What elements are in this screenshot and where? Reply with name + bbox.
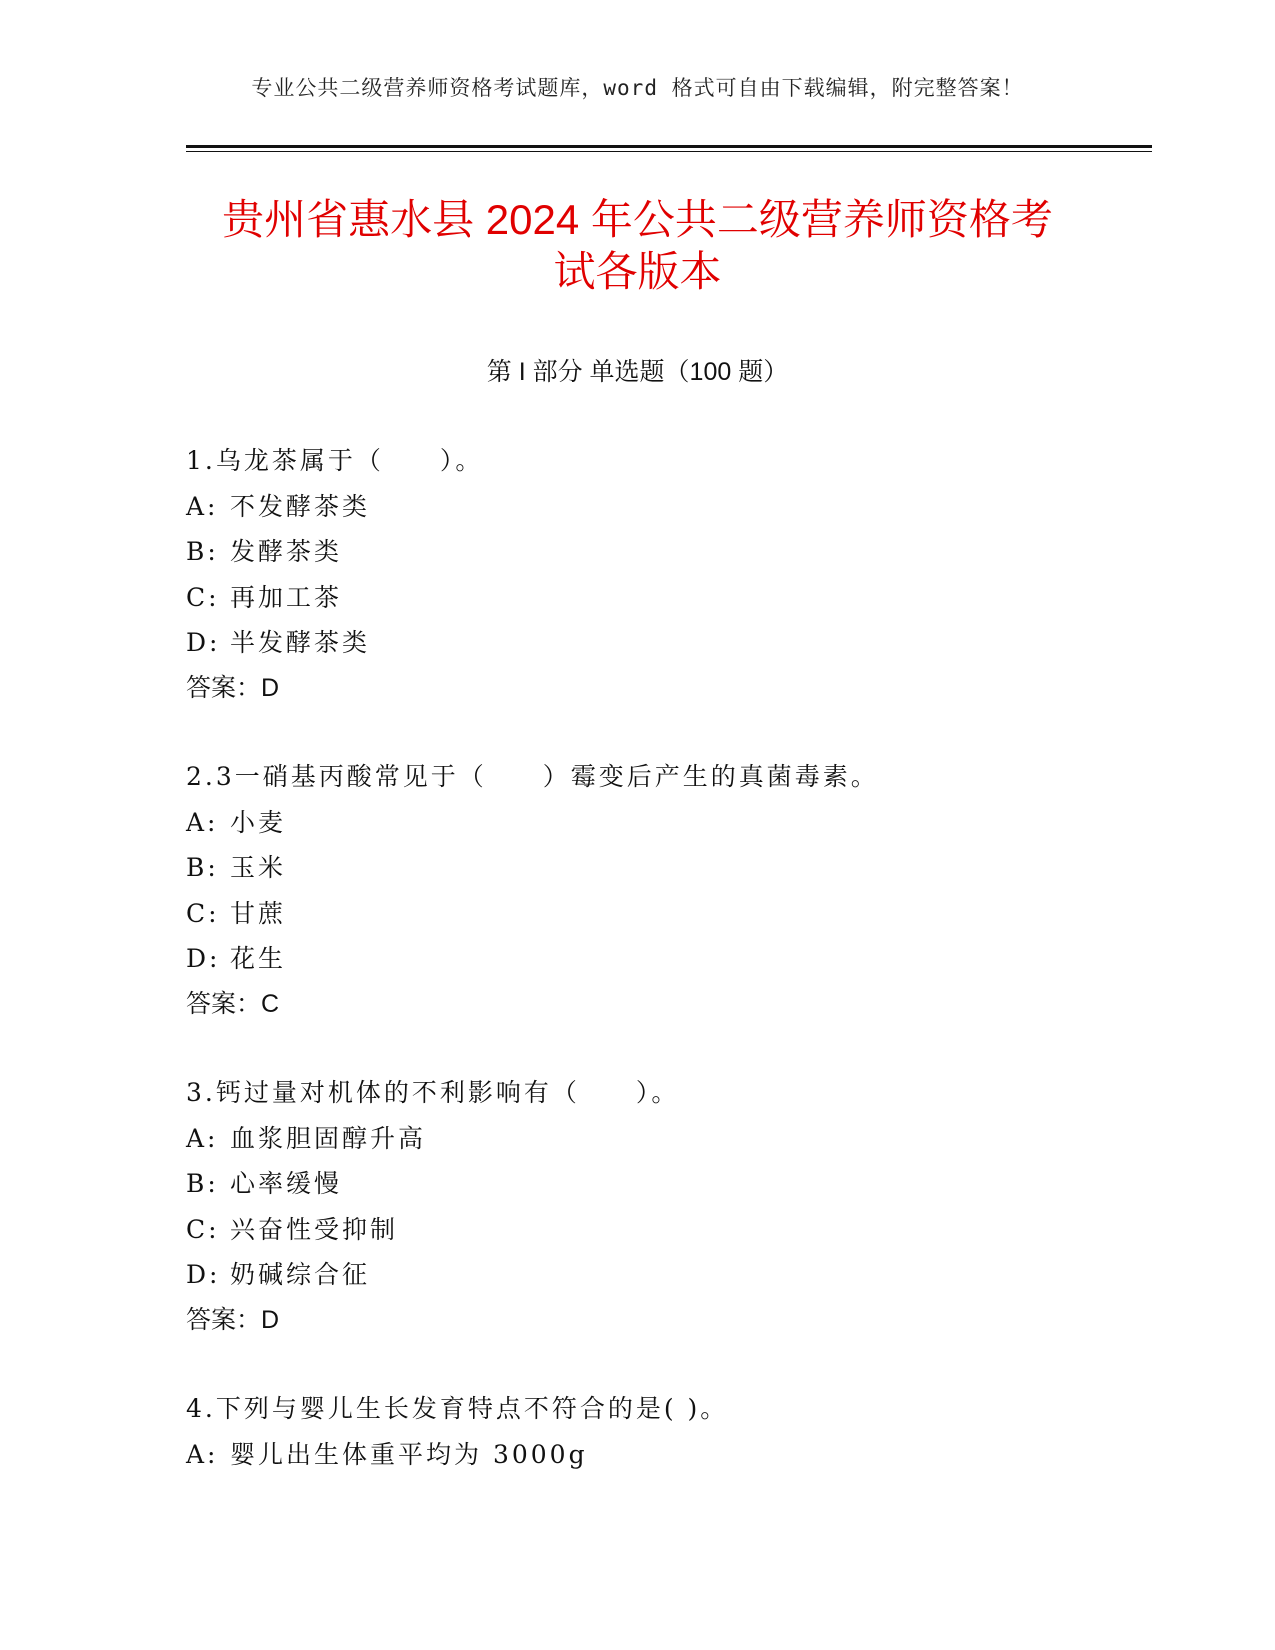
question-4 [186,1386,1146,1477]
option-key: D: [186,628,221,657]
option-d [186,936,1146,982]
option-text: 奶碱综合征 [230,1260,371,1289]
option-text: 半发酵茶类 [230,628,371,657]
header-rule-thin [186,151,1152,152]
header-rule-thick [186,145,1152,148]
question-stem: 2.3一硝基丙酸常见于（ ）霉变后产生的真菌毒素。 [186,762,879,791]
option-a [186,800,1146,846]
option-text: 甘蔗 [230,898,287,928]
option-key: B: [186,853,219,882]
question-stem: 1.乌龙茶属于（ ）。 [186,446,484,475]
option-text: 心率缓慢 [230,1169,343,1198]
option-c [186,1207,1146,1253]
option-c [186,891,1146,937]
option-key: C: [186,582,220,612]
option-b [186,845,1146,891]
answer-line: 答案：D [186,673,280,702]
option-b [186,1161,1146,1207]
document-title [150,194,1125,298]
option-text: 不发酵茶类 [230,491,371,521]
option-key: C: [186,898,220,928]
option-a [186,1432,1146,1478]
option-key: C: [186,1214,220,1244]
option-c [186,575,1146,621]
option-text: 兴奋性受抑制 [230,1214,399,1244]
option-text: 血浆胆固醇升高 [230,1123,427,1153]
option-text: 玉米 [230,853,287,882]
question-2 [186,754,1146,1027]
answer-line: 答案：C [186,989,280,1018]
option-text: 发酵茶类 [230,537,343,566]
option-text: 花生 [230,944,287,973]
option-a [186,484,1146,530]
option-key: B: [186,537,219,566]
option-b [186,529,1146,575]
answer-line: 答案：D [186,1305,280,1334]
option-key: A: [186,1439,219,1469]
header-note: 专业公共二级营养师资格考试题库，word 格式可自由下载编辑，附完整答案！ [251,76,1024,100]
document-title-line-2: 试各版本 [553,248,722,295]
question-stem: 4.下列与婴儿生长发育特点不符合的是( )。 [186,1394,729,1423]
section-title: 第 I 部分 单选题（100 题） [486,358,789,386]
document-title-line-1: 贵州省惠水县 2024 年公共二级营养师资格考 [222,196,1053,243]
option-key: D: [186,944,221,973]
option-key: A: [186,1123,219,1153]
option-key: B: [186,1169,219,1198]
option-key: D: [186,1260,221,1289]
option-d [186,620,1146,666]
option-text: 再加工茶 [230,582,343,612]
option-d [186,1252,1146,1298]
option-text: 婴儿出生体重平均为 3000g [230,1439,588,1469]
question-1 [186,438,1146,711]
option-key: A: [186,491,219,521]
option-key: A: [186,807,219,837]
option-a [186,1116,1146,1162]
question-list [186,438,1146,1520]
question-3 [186,1070,1146,1343]
option-text: 小麦 [230,807,287,837]
question-stem: 3.钙过量对机体的不利影响有（ ）。 [186,1078,680,1107]
